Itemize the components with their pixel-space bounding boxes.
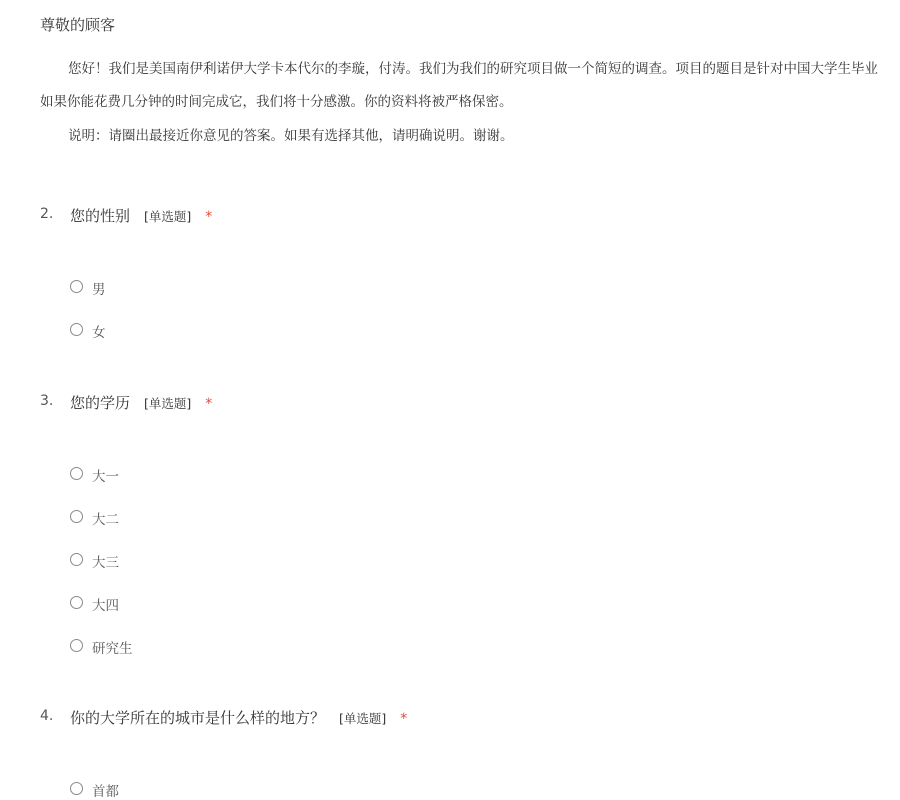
radio-button[interactable] [70,553,83,566]
question-type-tag: [单选题] [144,209,192,224]
option-label: 大一 [92,469,119,485]
question-city-type [40,708,880,800]
radio-button[interactable] [70,596,83,609]
radio-button[interactable] [70,510,83,523]
question-header [40,206,880,230]
question-title [70,205,212,226]
radio-button[interactable] [70,323,83,336]
question-header [40,708,880,732]
question-title [70,392,212,413]
option-label: 男 [92,282,106,298]
option-senior[interactable] [70,592,119,612]
option-label: 大四 [92,598,119,614]
question-text: 您的学历 [70,394,131,412]
intro-paragraph-2: 如果你能花费几分钟的时间完成它，我们将十分感激。你的资料将被严格保密。 [40,94,513,110]
required-marker: * [205,209,213,225]
radio-button[interactable] [70,639,83,652]
question-title [70,707,407,728]
option-male[interactable] [70,276,106,296]
question-education [40,393,880,657]
required-marker: * [205,396,213,412]
option-label: 大三 [92,555,119,571]
question-number: 2. [40,206,54,222]
option-label: 首都 [92,784,119,800]
question-text: 您的性别 [70,207,131,225]
intro-instructions: 说明：请圈出最接近你意见的答案。如果有选择其他，请明确说明。谢谢。 [68,128,514,144]
radio-button[interactable] [70,782,83,795]
option-junior[interactable] [70,549,119,569]
option-label: 研究生 [92,641,133,657]
question-type-tag: [单选题] [144,396,192,411]
option-freshman[interactable] [70,463,119,483]
intro-title: 尊敬的顾客 [40,16,116,34]
option-graduate[interactable] [70,635,133,655]
intro-paragraph-1: 您好！我们是美国南伊利诺伊大学卡本代尔的李璇，付涛。我们为我们的研究项目做一个简短的调查。项目的题目是针对中国大学生毕业 [68,61,878,77]
option-capital[interactable] [70,778,119,798]
question-text: 你的大学所在的城市是什么样的地方？ [70,709,326,727]
question-type-tag: [单选题] [339,711,387,726]
option-female[interactable] [70,319,106,339]
question-number: 3. [40,393,54,409]
radio-button[interactable] [70,467,83,480]
radio-button[interactable] [70,280,83,293]
option-sophomore[interactable] [70,506,119,526]
question-header [40,393,880,417]
option-label: 大二 [92,512,119,528]
required-marker: * [400,711,408,727]
option-label: 女 [92,325,106,341]
question-gender [40,206,880,341]
question-number: 4. [40,708,54,724]
